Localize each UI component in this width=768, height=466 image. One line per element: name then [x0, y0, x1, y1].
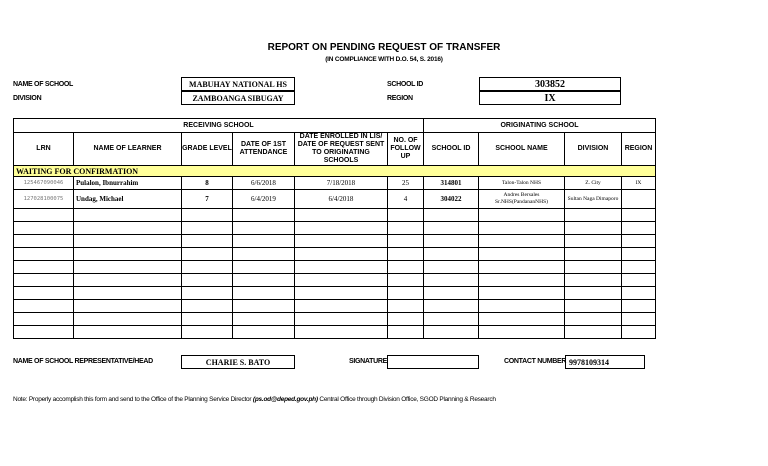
note-suffix: Central Office through Division Office, SGOD Planning & Research: [319, 396, 496, 403]
division-label: DIVISION: [13, 95, 42, 102]
cell-first-attendance: 6/4/2019: [233, 190, 295, 209]
cell-learner-name: Pulalon, Ibnurrahim: [74, 177, 182, 190]
empty-row: [14, 235, 656, 248]
col-lrn: LRN: [14, 133, 74, 166]
school-id-field[interactable]: 303852: [479, 77, 621, 91]
col-school-id: SCHOOL ID: [424, 133, 479, 166]
representative-label: NAME OF SCHOOL REPRESENTATIVE/HEAD: [13, 358, 153, 365]
col-learner-name: NAME OF LEARNER: [74, 133, 182, 166]
col-grade-level: GRADE LEVEL: [182, 133, 233, 166]
division-field[interactable]: ZAMBOANGA SIBUGAY: [181, 91, 295, 105]
cell-date-enrolled: 6/4/2018: [295, 190, 388, 209]
table-row: [14, 177, 656, 190]
cell-lrn: 127028100075: [14, 190, 74, 209]
empty-row: [14, 222, 656, 235]
cell-follow-up: 25: [388, 177, 424, 190]
col-region: REGION: [622, 133, 656, 166]
empty-row: [14, 313, 656, 326]
signature-field[interactable]: [387, 355, 479, 369]
cell-school-id: 314801: [424, 177, 479, 190]
report-subtitle: (IN COMPLIANCE WITH D.O. 54, S. 2016): [325, 56, 443, 63]
cell-grade-level: 7: [182, 190, 233, 209]
col-first-attendance: DATE OF 1ST ATTENDANCE: [233, 133, 295, 166]
cell-follow-up: 4: [388, 190, 424, 209]
cell-school-name: Andres Bersales Sr.NHS(PandananNHS): [479, 190, 565, 209]
empty-row: [14, 326, 656, 339]
region-field[interactable]: IX: [479, 91, 621, 105]
section-waiting-for-confirmation: WAITING FOR CONFIRMATION: [14, 166, 656, 177]
report-title: REPORT ON PENDING REQUEST OF TRANSFER: [267, 42, 501, 53]
empty-row: [14, 248, 656, 261]
cell-school-name: Talon-Talon NHS: [479, 177, 565, 190]
originating-school-header: ORIGINATING SCHOOL: [424, 119, 656, 133]
cell-first-attendance: 6/6/2018: [233, 177, 295, 190]
empty-row: [14, 287, 656, 300]
col-date-enrolled: DATE ENROLLED IN LIS/ DATE OF REQUEST SENT TO ORIGINATING SCHOOLS: [295, 133, 388, 166]
cell-school-id: 304022: [424, 190, 479, 209]
empty-row: [14, 209, 656, 222]
cell-division: Sultan Naga Dimaporo: [565, 190, 622, 209]
col-school-name: SCHOOL NAME: [479, 133, 565, 166]
cell-division: Z. City: [565, 177, 622, 190]
school-name-field[interactable]: MABUHAY NATIONAL HS: [181, 77, 295, 91]
note-email: (ps.od@deped.gov.ph): [252, 396, 318, 403]
col-follow-up: NO. OF FOLLOW UP: [388, 133, 424, 166]
region-label: REGION: [387, 95, 413, 102]
col-division: DIVISION: [565, 133, 622, 166]
cell-learner-name: Undag, Michael: [74, 190, 182, 209]
contact-number-label: CONTACT NUMBER: [504, 358, 567, 365]
cell-grade-level: 8: [182, 177, 233, 190]
transfer-table: [13, 118, 656, 339]
cell-date-enrolled: 7/18/2018: [295, 177, 388, 190]
contact-number-field[interactable]: 9978109314: [565, 355, 645, 369]
empty-row: [14, 274, 656, 287]
cell-region: [622, 190, 656, 209]
school-id-label: SCHOOL ID: [387, 81, 424, 88]
cell-lrn: 125467090046: [14, 177, 74, 190]
receiving-school-header: RECEIVING SCHOOL: [14, 119, 424, 133]
empty-row: [14, 261, 656, 274]
representative-field[interactable]: CHARIE S. BATO: [181, 355, 295, 369]
school-name-label: NAME OF SCHOOL: [13, 81, 73, 88]
table-row: [14, 190, 656, 209]
note-prefix: Note: Properly accomplish this form and send to the Office of the Planning Service Director: [13, 396, 252, 403]
cell-region: IX: [622, 177, 656, 190]
empty-row: [14, 300, 656, 313]
signature-label: SIGNATURE: [349, 358, 388, 365]
footer-note: [13, 396, 496, 403]
